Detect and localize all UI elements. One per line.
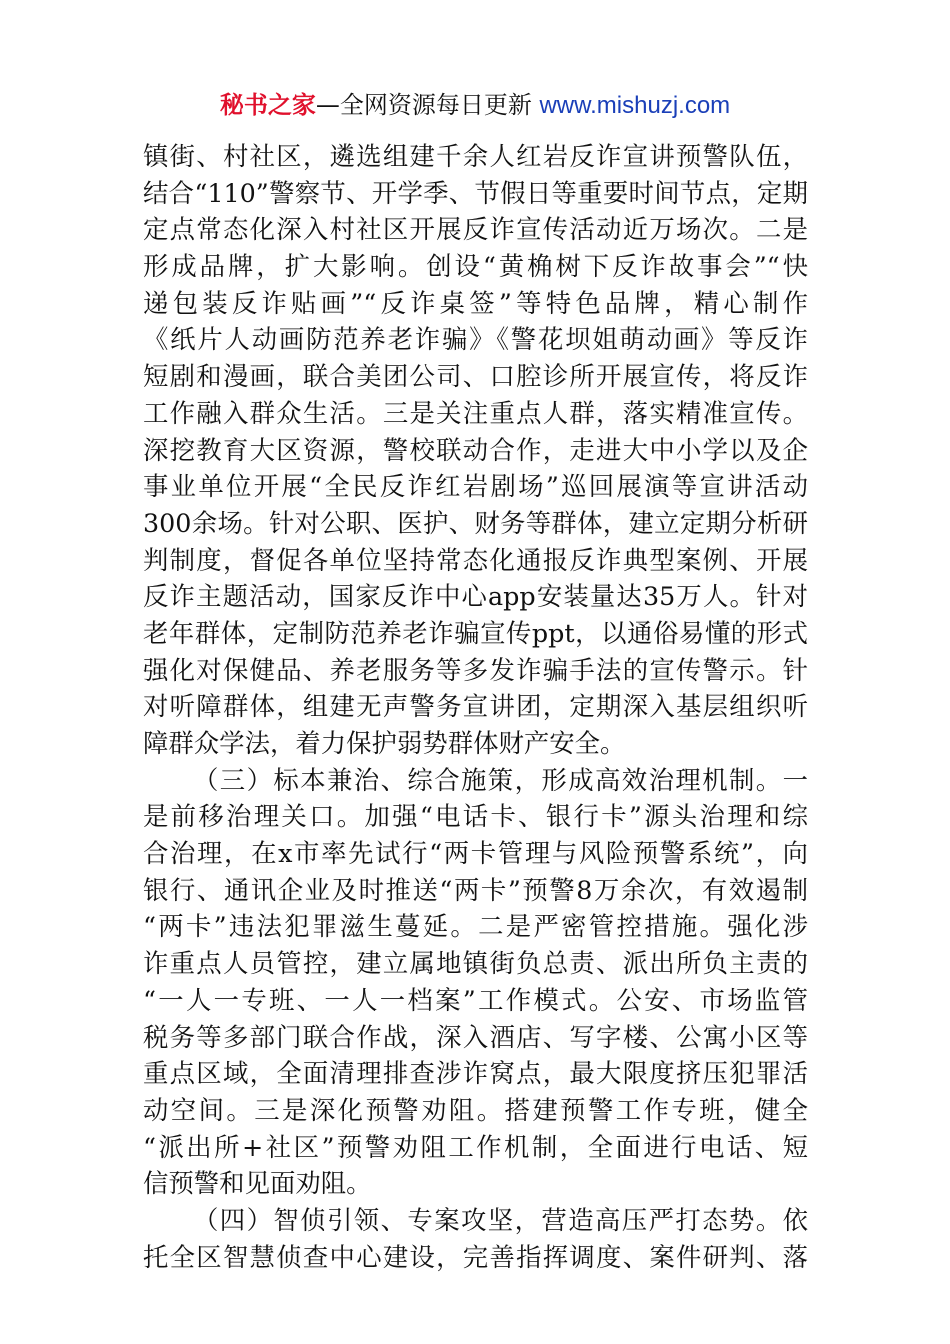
- body-line: “两卡”违法犯罪滋生蔓延。二是严密管控措施。强化涉: [143, 911, 808, 942]
- section-heading-line: （四）智侦引领、专案攻坚，营造高压严打态势。依: [193, 1204, 808, 1235]
- body-line: 结合“110”警察节、开学季、节假日等重要时间节点，定期: [143, 177, 808, 208]
- body-line: 300余场。针对公职、医护、财务等群体，建立定期分析研: [143, 507, 808, 538]
- body-line: 动空间。三是深化预警劝阻。搭建预警工作专班，健全: [143, 1094, 808, 1125]
- body-line: 障群众学法，着力保护弱势群体财产安全。: [143, 728, 626, 758]
- body-line: 递包装反诈贴画”“反诈桌签”等特色品牌，精心制作: [143, 287, 808, 318]
- body-line: 托全区智慧侦查中心建设，完善指挥调度、案件研判、落: [143, 1241, 808, 1272]
- body-line: 反诈主题活动，国家反诈中心app安装量达35万人。针对: [143, 581, 808, 612]
- body-line: 重点区域，全面清理排查涉诈窝点，最大限度挤压犯罪活: [143, 1058, 808, 1089]
- brand-name: 秘书之家: [219, 91, 316, 119]
- body-line: 定点常态化深入村社区开展反诈宣传活动近万场次。二是: [143, 214, 808, 245]
- body-line: “派出所+社区”预警劝阻工作机制，全面进行电话、短: [143, 1131, 808, 1162]
- body-line: 深挖教育大区资源，警校联动合作，走进大中小学以及企: [143, 434, 808, 465]
- document-body: [143, 138, 808, 1275]
- body-line: 短剧和漫画，联合美团公司、口腔诊所开展宣传，将反诈: [143, 361, 808, 392]
- body-line: 工作融入群众生活。三是关注重点人群，落实精准宣传。: [143, 397, 808, 428]
- body-line: 《纸片人动画防范养老诈骗》《警花坝姐萌动画》等反诈: [143, 324, 808, 355]
- body-line: 判制度，督促各单位坚持常态化通报反诈典型案例、开展: [143, 544, 808, 575]
- body-line: 合治理，在x市率先试行“两卡管理与风险预警系统”，向: [143, 838, 808, 869]
- site-url-link[interactable]: www.mishuzj.com: [539, 92, 731, 119]
- page-header: [0, 88, 950, 123]
- body-line: 信预警和见面劝阻。: [143, 1168, 372, 1199]
- body-line: 事业单位开展“全民反诈红岩剧场”巡回展演等宣讲活动: [143, 471, 808, 502]
- header-tagline: —全网资源每日更新: [315, 91, 532, 119]
- body-line: 税务等多部门联合作战，深入酒店、写字楼、公寓小区等: [143, 1021, 808, 1052]
- body-line: 银行、通讯企业及时推送“两卡”预警8万余次，有效遏制: [143, 874, 808, 905]
- body-line: 镇街、村社区，遴选组建千余人红岩反诈宣讲预警队伍，: [143, 141, 808, 171]
- body-line: “一人一专班、一人一档案”工作模式。公安、市场监管: [143, 984, 808, 1015]
- body-line: 形成品牌，扩大影响。创设“黄桷树下反诈故事会”“快: [143, 251, 808, 282]
- body-line: 老年群体，定制防范养老诈骗宣传ppt，以通俗易懂的形式: [143, 617, 808, 648]
- body-line: 诈重点人员管控，建立属地镇街负总责、派出所负主责的: [143, 948, 808, 979]
- body-line: 强化对保健品、养老服务等多发诈骗手法的宣传警示。针: [143, 654, 808, 685]
- body-line: 对听障群体，组建无声警务宣讲团，定期深入基层组织听: [143, 691, 808, 722]
- body-line: 是前移治理关口。加强“电话卡、银行卡”源头治理和综: [143, 801, 808, 832]
- section-heading-line: （三）标本兼治、综合施策，形成高效治理机制。一: [193, 764, 808, 795]
